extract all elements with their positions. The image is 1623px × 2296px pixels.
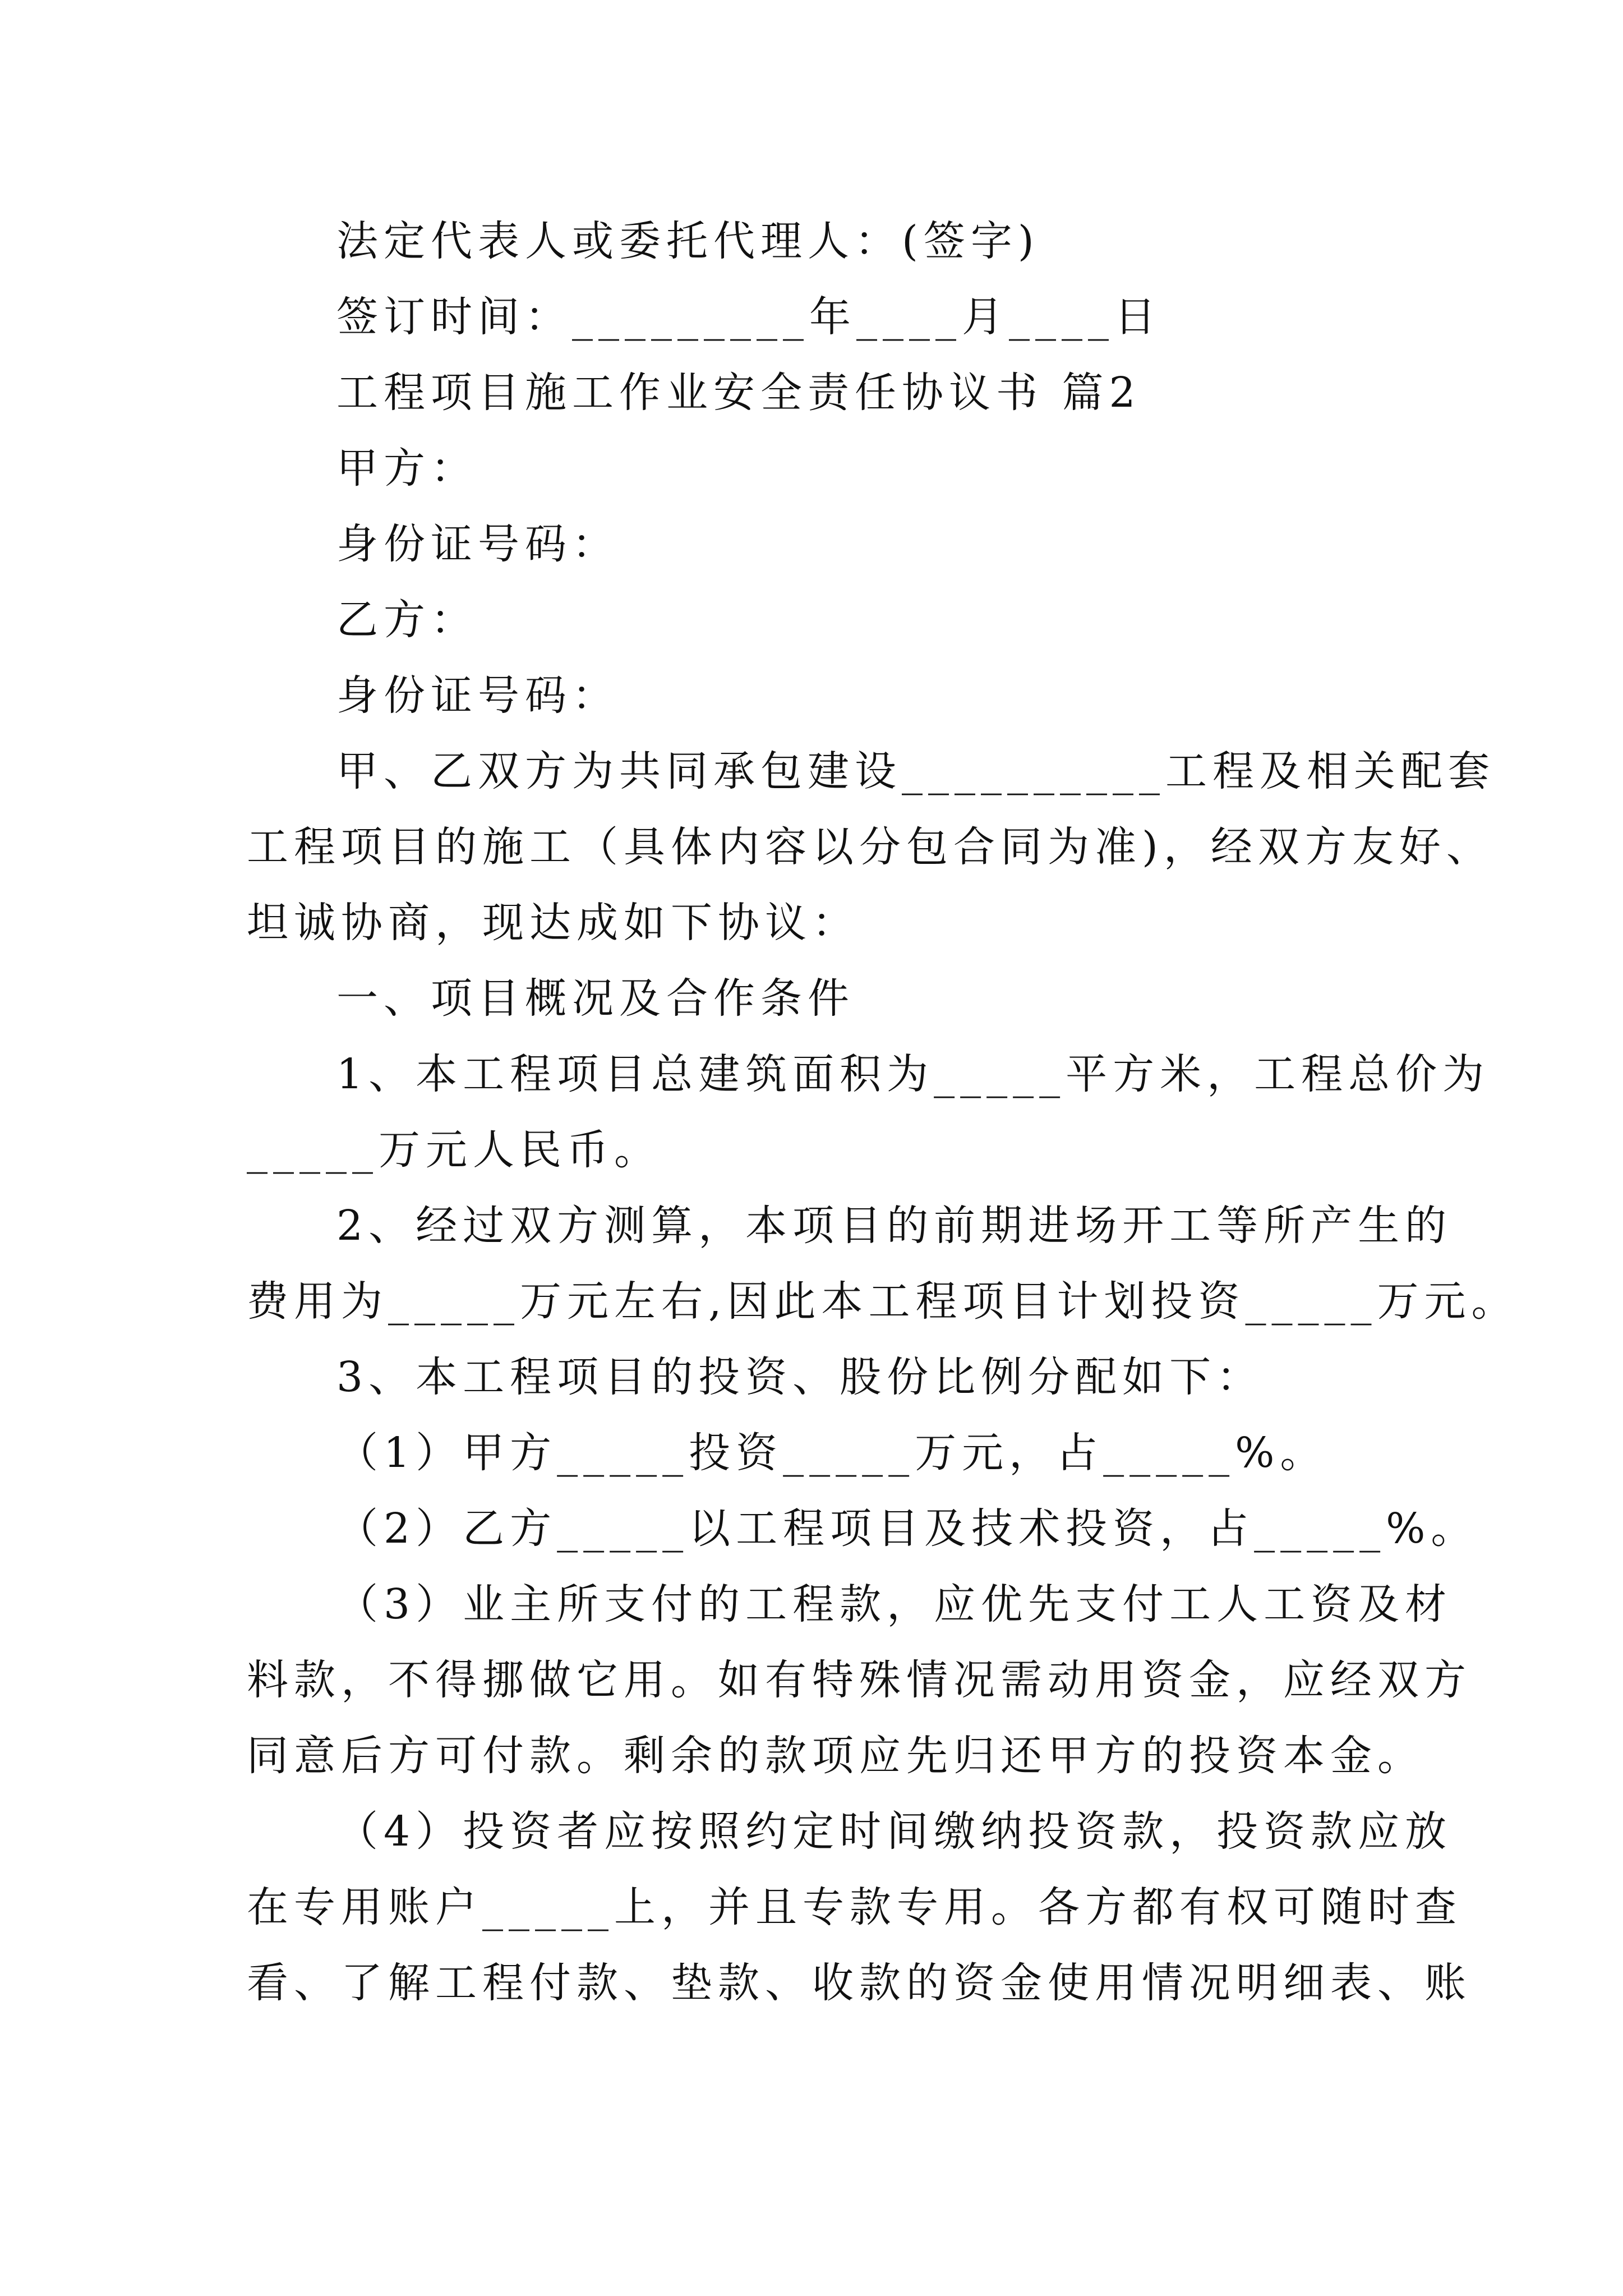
list-item: （4）投资者应按照约定时间缴纳投资款，投资款应放 (336, 1807, 1453, 1856)
list-item: （2）乙方_____以工程项目及技术投资，占_____%。 (336, 1504, 1478, 1553)
party-b-id-label: 身份证号码： (336, 671, 619, 720)
list-item: （3）业主所支付的工程款，应优先支付工人工资及材 (336, 1580, 1453, 1628)
paragraph-line: 同意后方可付款。剩余的款项应先归还甲方的投资本金。 (247, 1732, 1424, 1780)
paragraph-line: _____万元人民币。 (247, 1126, 661, 1174)
paragraph-line: 坦诚协商，现达成如下协议： (247, 899, 859, 947)
party-a-label: 甲方： (336, 444, 478, 493)
paragraph-line: 料款，不得挪做它用。如有特殊情况需动用资金，应经双方 (247, 1656, 1472, 1704)
signature-line: 法定代表人或委托代理人：(签字) (336, 217, 1040, 265)
section-title: 工程项目施工作业安全责任协议书 篇2 (336, 369, 1141, 417)
paragraph-line: 看、了解工程付款、垫款、收款的资金使用情况明细表、账 (247, 1959, 1472, 2007)
section-heading: 一、项目概况及合作条件 (336, 974, 855, 1023)
signing-date-line: 签订时间：_________年____月____日 (336, 293, 1161, 341)
paragraph-line: 甲、乙双方为共同承包建设__________工程及相关配套 (336, 747, 1495, 795)
paragraph-line: 工程项目的施工（具体内容以分包合同为准)，经双方友好、 (247, 823, 1493, 871)
paragraph-line: 2、经过双方测算，本项目的前期进场开工等所产生的 (336, 1202, 1453, 1250)
paragraph-line: 1、本工程项目总建筑面积为_____平方米，工程总价为 (336, 1050, 1490, 1098)
paragraph-line: 在专用账户_____上，并且专款专用。各方都有权可随时查 (247, 1883, 1462, 1931)
list-item: （1）甲方_____投资_____万元，占_____%。 (336, 1429, 1327, 1477)
paragraph-line: 3、本工程项目的投资、股份比例分配如下： (336, 1353, 1264, 1401)
party-a-id-label: 身份证号码： (336, 520, 619, 568)
paragraph-line: 费用为_____万元左右,因此本工程项目计划投资_____万元。 (247, 1277, 1519, 1326)
party-b-label: 乙方： (336, 596, 478, 644)
